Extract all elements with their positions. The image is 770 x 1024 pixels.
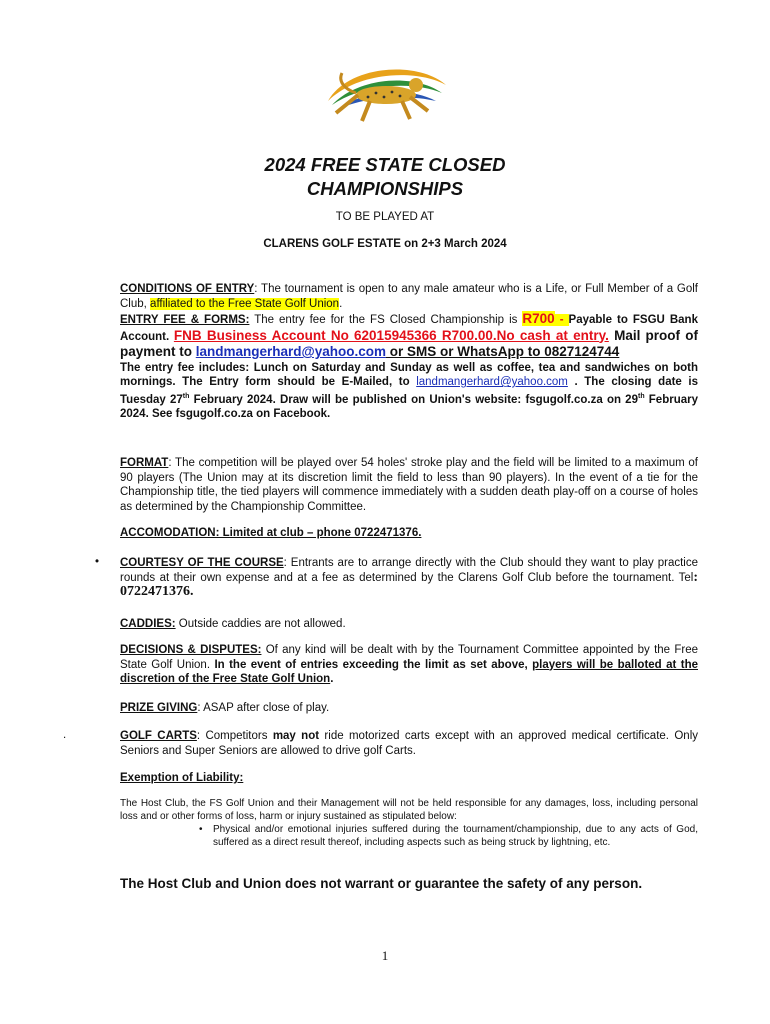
entry-fee-amount: R700 bbox=[522, 311, 555, 326]
decisions-end: . bbox=[330, 673, 334, 685]
format-section bbox=[120, 456, 698, 514]
courtesy-bullet: • bbox=[95, 556, 100, 568]
closing-date-a: . The closing date is Tuesday 27 bbox=[120, 376, 698, 406]
closing-sup: th bbox=[182, 392, 190, 400]
caddies-section bbox=[120, 617, 698, 632]
decisions-text: Of any kind will be dealt with by the Tournament Committee appointed by the Free State Golf Union. bbox=[120, 644, 698, 671]
accomodation-text: ACCOMODATION: Limited at club – phone 0722471376. bbox=[120, 527, 422, 539]
caddies-text: Outside caddies are not allowed. bbox=[175, 618, 346, 630]
entry-fee-text: The entry fee for the FS Closed Championship is bbox=[249, 314, 523, 326]
courtesy-section bbox=[120, 556, 698, 600]
decisions-heading: DECISIONS & DISPUTES: bbox=[120, 644, 262, 656]
conditions-section bbox=[120, 282, 698, 311]
closing-date-b: February 2024. Draw will be published on Union's website: fsgugolf.co.za on 29 bbox=[189, 393, 638, 406]
carts-section bbox=[120, 729, 698, 758]
format-heading: FORMAT bbox=[120, 457, 169, 469]
entry-fee-dash: - bbox=[554, 314, 569, 326]
liability-heading-block bbox=[120, 771, 698, 786]
entry-fee-section bbox=[120, 311, 698, 421]
email-link-2[interactable]: landmangerhard@yahoo.com bbox=[416, 376, 568, 388]
carts-dot: . bbox=[63, 729, 67, 741]
prize-heading: PRIZE GIVING bbox=[120, 702, 198, 714]
liability-text: The Host Club, the FS Golf Union and their Management will not be held responsible for any damages, loss, including personal loss and or other forms of loss, harm or injury sustained as stipulated below: bbox=[120, 798, 698, 822]
entry-includes: The entry fee includes: Lunch on Saturday and Sunday as well as coffee, tea and sandwiches on both mornings. The Entry form should be E-Mailed, to bbox=[120, 361, 698, 388]
title-line-2: CHAMPIONSHIPS bbox=[306, 178, 464, 199]
accomodation-section bbox=[120, 526, 698, 541]
liability-bullet: • bbox=[199, 824, 203, 835]
liability-item: Physical and/or emotional injuries suffered during the tournament/championship, due to any acts of God, suffered as a direct result thereof, including aspects such as being struck by lightning, etc. bbox=[213, 824, 698, 848]
page-number: 1 bbox=[381, 948, 389, 963]
closing-date-c: February 2024. See fsgugolf.co.za on Facebook. bbox=[120, 393, 698, 420]
caddies-heading: CADDIES: bbox=[120, 618, 176, 630]
mail-proof-text: Mail proof of payment to bbox=[120, 327, 698, 359]
decisions-section bbox=[120, 643, 698, 687]
carts-text-2: ride motorized carts except with an approved medical certificate. Only Seniors and Super Seniors are allowed to drive golf Carts. bbox=[120, 730, 698, 757]
courtesy-text: : Entrants are to arrange directly with the Club should they want to play practice rounds at their own expense and at a fee as determined by the Clarens Golf Club before the tournament. Tel bbox=[120, 557, 698, 584]
carts-bold: may not bbox=[272, 730, 320, 742]
bank-account: FNB Business Account No 62015945366 R700.00.No cash at entry. bbox=[173, 327, 609, 343]
entry-fee-heading: ENTRY FEE & FORMS: bbox=[120, 314, 250, 326]
entry-fee-payable: Payable to FSGU Bank Account. bbox=[120, 314, 698, 343]
conditions-heading: CONDITIONS OF ENTRY bbox=[120, 283, 255, 295]
conditions-text: : The tournament is open to any male amateur who is a Life, or Full Member of a Golf Club, bbox=[120, 283, 698, 310]
cheetah-logo bbox=[318, 55, 450, 127]
venue: CLARENS GOLF ESTATE on 2+3 March 2024 bbox=[263, 238, 507, 250]
carts-heading: GOLF CARTS bbox=[120, 730, 197, 742]
format-text: : The competition will be played over 54 holes' stroke play and the field will be limited to a maximum of 90 players (The Union may at its discretion limit the field to less than 90 players). In the event of a tie for the Championship title, the tied players will commence immediately with a sudden death play-off on a course of holes as determined by the Championship Committee. bbox=[120, 457, 698, 513]
decisions-bold: In the event of entries exceeding the limit as set above, bbox=[214, 658, 533, 671]
safety-disclaimer: The Host Club and Union does not warrant or guarantee the safety of any person. bbox=[120, 876, 643, 891]
conditions-highlight: affiliated to the Free State Golf Union bbox=[150, 297, 340, 310]
courtesy-tel: : 0722471376. bbox=[120, 569, 698, 599]
courtesy-heading: COURTESY OF THE COURSE bbox=[120, 557, 284, 569]
email-link[interactable]: landmangerhard@yahoo.com bbox=[195, 344, 386, 359]
played-at: TO BE PLAYED AT bbox=[335, 211, 435, 223]
conditions-end: . bbox=[339, 297, 343, 310]
liability-heading: Exemption of Liability: bbox=[120, 772, 244, 784]
closing-sup-2: th bbox=[637, 392, 645, 400]
prize-section bbox=[120, 701, 698, 716]
title-line-1: 2024 FREE STATE CLOSED bbox=[264, 154, 506, 175]
prize-text: : ASAP after close of play. bbox=[197, 702, 330, 714]
decisions-bold-underline: players will be balloted at the discretion of the Free State Golf Union bbox=[120, 658, 699, 685]
carts-text-1: : Competitors bbox=[196, 730, 273, 742]
sms-text: or SMS or WhatsApp to 0827124744 bbox=[385, 344, 620, 359]
